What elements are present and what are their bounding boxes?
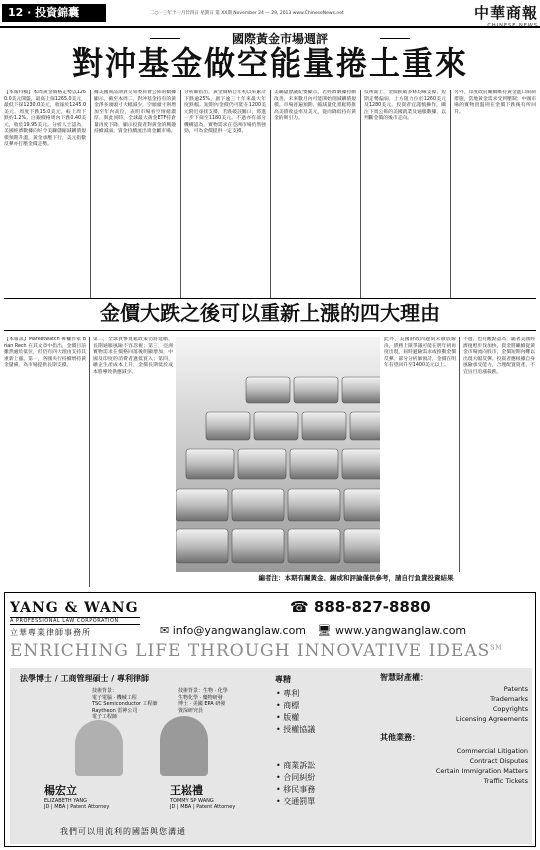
lawyer1-name-en: ELIZABETH YANG	[44, 798, 87, 804]
tagline-text: ENRICHING LIFE THROUGH INNOVATIVE IDEAS	[10, 641, 491, 661]
firm-name-cn: 立華專業律師事務所	[10, 628, 91, 637]
column-divider	[270, 90, 271, 298]
services-list-b	[276, 760, 356, 808]
lawyer1-photo	[75, 720, 123, 776]
other-item: Certain Immigration Matters	[435, 767, 528, 775]
service-item: • 移民事務	[276, 785, 316, 794]
gold-bar	[344, 529, 380, 563]
article-column: 另外，印度政府繼續維持黃金進口限制措施，當地黃金需求受到壓制；中國市場的實物買盤則在金價下跌後有所回升。	[454, 90, 536, 115]
article-column: 不過，也有觀點認為，隨著美國經濟復甦步伐加快，資金將繼續從黃金市場流向股市，金價短期內難以出現大幅反彈。投資者應根據自身風險承受能力，合理配置資產，不宜盲目追漲殺跌。	[463, 337, 535, 375]
firm-subtitle: A PROFESSIONAL LAW CORPORATION	[10, 617, 140, 625]
section-rule	[4, 330, 536, 331]
issue-info: 二○一三年十一月廿四日 星期日 第 XX期 November 24 — 29, 2013 www.ChineseNews.net	[150, 11, 344, 16]
masthead-chinese: 中華商報	[473, 4, 538, 22]
lawyer2-name-en: TOMMY SP WANG	[170, 798, 214, 804]
gold-bar	[302, 412, 346, 440]
gold-bar	[186, 449, 234, 479]
article-column: 第二，全球貨幣寬鬆政策仍將延續，長期通脹風險不容忽視；第三，亞洲實物需求在價格回落後明顯增加，中國及印度的消費者逢低買入；第四，礦企生產成本上升，金價長期低於成本將導致供應減少。	[93, 337, 173, 375]
ip-item: Licensing Agreements	[455, 715, 528, 723]
bio-line: Raytheon 雷神公司	[92, 707, 138, 714]
gold-bar	[344, 489, 380, 521]
firm-tagline	[10, 641, 534, 665]
gold-bar	[294, 377, 338, 403]
ip-item: Patents	[503, 685, 528, 693]
contact-line	[160, 624, 535, 637]
bio-line: 生物化學 · 藥物研發	[178, 694, 223, 701]
web-icon: 🖥	[317, 624, 332, 637]
section-label: 12 · 投資錦囊	[2, 4, 106, 22]
other-item: Traffic Tickets	[483, 777, 528, 785]
service-item: • 商標	[276, 701, 300, 710]
lawyer1-credentials: JD | MBA | Patent Attorney	[44, 804, 110, 810]
bio-title: 技術背景：	[92, 688, 118, 694]
gold-bars-image	[176, 337, 380, 572]
phone-icon: ☎	[290, 598, 309, 616]
kicker-rule-left	[150, 38, 180, 39]
kicker-rule-right	[380, 38, 410, 39]
section-rule	[4, 298, 536, 299]
gold-bar	[288, 529, 340, 563]
lawyer1-bio	[92, 688, 174, 721]
gold-bar	[176, 529, 228, 563]
newspaper-masthead	[440, 2, 538, 29]
practice-title: 法學博士 / 工商管理碩士 / 專利律師	[20, 674, 149, 683]
gold-bar	[350, 412, 380, 440]
ip-list	[380, 684, 528, 724]
service-item: • 授權協議	[276, 725, 316, 734]
article-column: 【本報訊】Marketwatch 專欄作家 Brian Rech 在其文章中指出，金價目前雖然處於低位，但仍有四大理由支持其重新上漲。第一，各國央行持續增持黃金儲備，為市場提供長期支撐。	[4, 337, 86, 368]
article-column: 此外，美國財政問題尚未徹底解決，債務上限爭議可能在明年初再度出現，屆時避險需求或推動金價反彈。部分分析師預計，金價在明年有望回升至1400美元以上。	[384, 337, 456, 368]
firm-logo	[10, 600, 140, 638]
gold-bars-photo	[176, 337, 380, 572]
gold-bar	[176, 489, 228, 521]
bio-line: 電子工程師	[92, 714, 118, 720]
bio-line: 資深研究員	[178, 707, 204, 714]
lawyer2-credentials: JD | MBA | Patent Attorney	[170, 804, 236, 810]
email-icon: ✉	[160, 624, 170, 637]
email-link[interactable]: info@yangwanglaw.com	[172, 624, 307, 637]
service-item: • 合同糾紛	[276, 773, 316, 782]
lawyer2-bio	[178, 688, 270, 714]
column-divider	[90, 90, 91, 298]
bio-line: 電子電腦 · 機械工程	[92, 694, 137, 701]
header-rule	[0, 26, 540, 28]
gold-bar	[288, 489, 340, 521]
column-divider	[450, 90, 451, 298]
service-item: • 版權	[276, 713, 300, 722]
gold-bar	[290, 449, 338, 479]
gold-bar	[342, 449, 380, 479]
bio-line: 技術背景：生物 · 化學	[178, 688, 228, 694]
lawyer1-name-card	[44, 782, 154, 810]
gold-bar	[232, 529, 284, 563]
column-divider	[360, 90, 361, 298]
ip-title: 智慧財產權：	[380, 673, 428, 682]
bio-line: TSC Semiconductor 工程師	[92, 701, 158, 707]
phone-number[interactable]: 888-827-8880	[313, 598, 431, 616]
article-kicker: 國際黃金市場週評	[231, 32, 328, 46]
service-item: • 商業訴訟	[276, 761, 316, 770]
editor-note: 編者注：本期有關黃金、錫或和評論僅供參考，請自行負責投資結果	[258, 574, 454, 582]
column-divider	[459, 337, 460, 572]
gold-bar	[232, 489, 284, 521]
lawyer2-name-cn: 王崧禮	[170, 784, 203, 797]
article-column: 據美國商品期貨交易委員會公佈的數據顯示，截至本周二，對沖基金持有的黃金淨多頭頭寸大幅減少，空頭頭寸則增加至年內高位，表明市場看空情緒濃厚。與此同時，全球最大黃金ETF持倉量再度下降，顯示投資者對黃金的興趣持續減弱，資金持續流出貴金屬市場。	[94, 90, 176, 134]
footer-slogan: 我們可以用流利的國語與您溝通	[60, 827, 186, 836]
gold-bar	[246, 377, 290, 403]
phone-line	[290, 598, 530, 616]
article-column: 技術面上，金價跌破多條均線支撐，短期走勢偏弱，上方阻力位於1260美元及1280美元。投資者宜謹慎操作，關注下周公佈的美國就業及通脹數據，以判斷金價的後市走向。	[364, 90, 446, 121]
ip-item: Trademarks	[490, 695, 528, 703]
ip-item: Copyrights	[492, 705, 528, 713]
bio-line: 博士 · 美國 EPA 研發	[178, 701, 226, 707]
lawyer2-photo	[160, 716, 208, 776]
service-item: • 交通罰單	[276, 797, 316, 806]
specialty-label: 專精	[275, 675, 291, 684]
article-column: 【本報特稿】本周黃金價格走勢以1260.0美元開盤，最高上探1265.0美元，最低下探1230.0美元，收報於1245.0美元，周度下跌15.0美元，較上周下跌約1.2%。白銀價格周內下跌0.40美元，收於19.95美元。分析人士認為，美國經濟數據向好令美聯儲縮減購債規模預期升溫，黃金承壓下行，美元指數反彈亦打壓金價走勢。	[4, 90, 86, 147]
other-list	[380, 746, 528, 786]
sub-headline: 金價大跌之後可以重新上漲的四大理由	[100, 301, 440, 325]
gold-bar	[342, 377, 380, 403]
article-column: 美聯儲會議紀要顯示，若經濟數據持續改善，未來數月內可能開始削減購債規模。市場普遍預期，縮減量化寬鬆將推高美債收益率及美元，從而降低持有黃金的吸引力。	[274, 90, 356, 121]
gold-bar	[238, 449, 286, 479]
service-item: • 專利	[276, 689, 300, 698]
other-title: 其他業務：	[380, 733, 420, 742]
article-column: 分析師指出，黃金價格自年初以來累計下跌逾25%，創下逾三十年來最大年度跌幅。短期內金價仍可能在1200美元附近尋找支撐，若跌破該關口，將進一步下探至1180美元。不過亦有部分機構認為，實物需求在亞洲市場仍然強勁，可為金價提供一定支撐。	[184, 90, 266, 134]
other-item: Contract Disputes	[469, 757, 528, 765]
main-headline: 對沖基金做空能量捲土重來	[72, 45, 468, 83]
gold-bar	[206, 412, 250, 440]
services-list-a	[276, 688, 356, 736]
service-mark: SM	[490, 644, 503, 652]
lawyer2-name-card	[170, 782, 280, 810]
other-item: Commercial Litigation	[456, 747, 528, 755]
website-link[interactable]: www.yangwanglaw.com	[335, 624, 467, 637]
top-article-body	[4, 90, 536, 298]
column-divider	[89, 337, 90, 587]
firm-name-en: YANG & WANG	[10, 600, 139, 616]
lawyer1-name-cn: 楊宏立	[44, 784, 77, 797]
column-divider	[180, 90, 181, 298]
gold-bar	[254, 412, 298, 440]
